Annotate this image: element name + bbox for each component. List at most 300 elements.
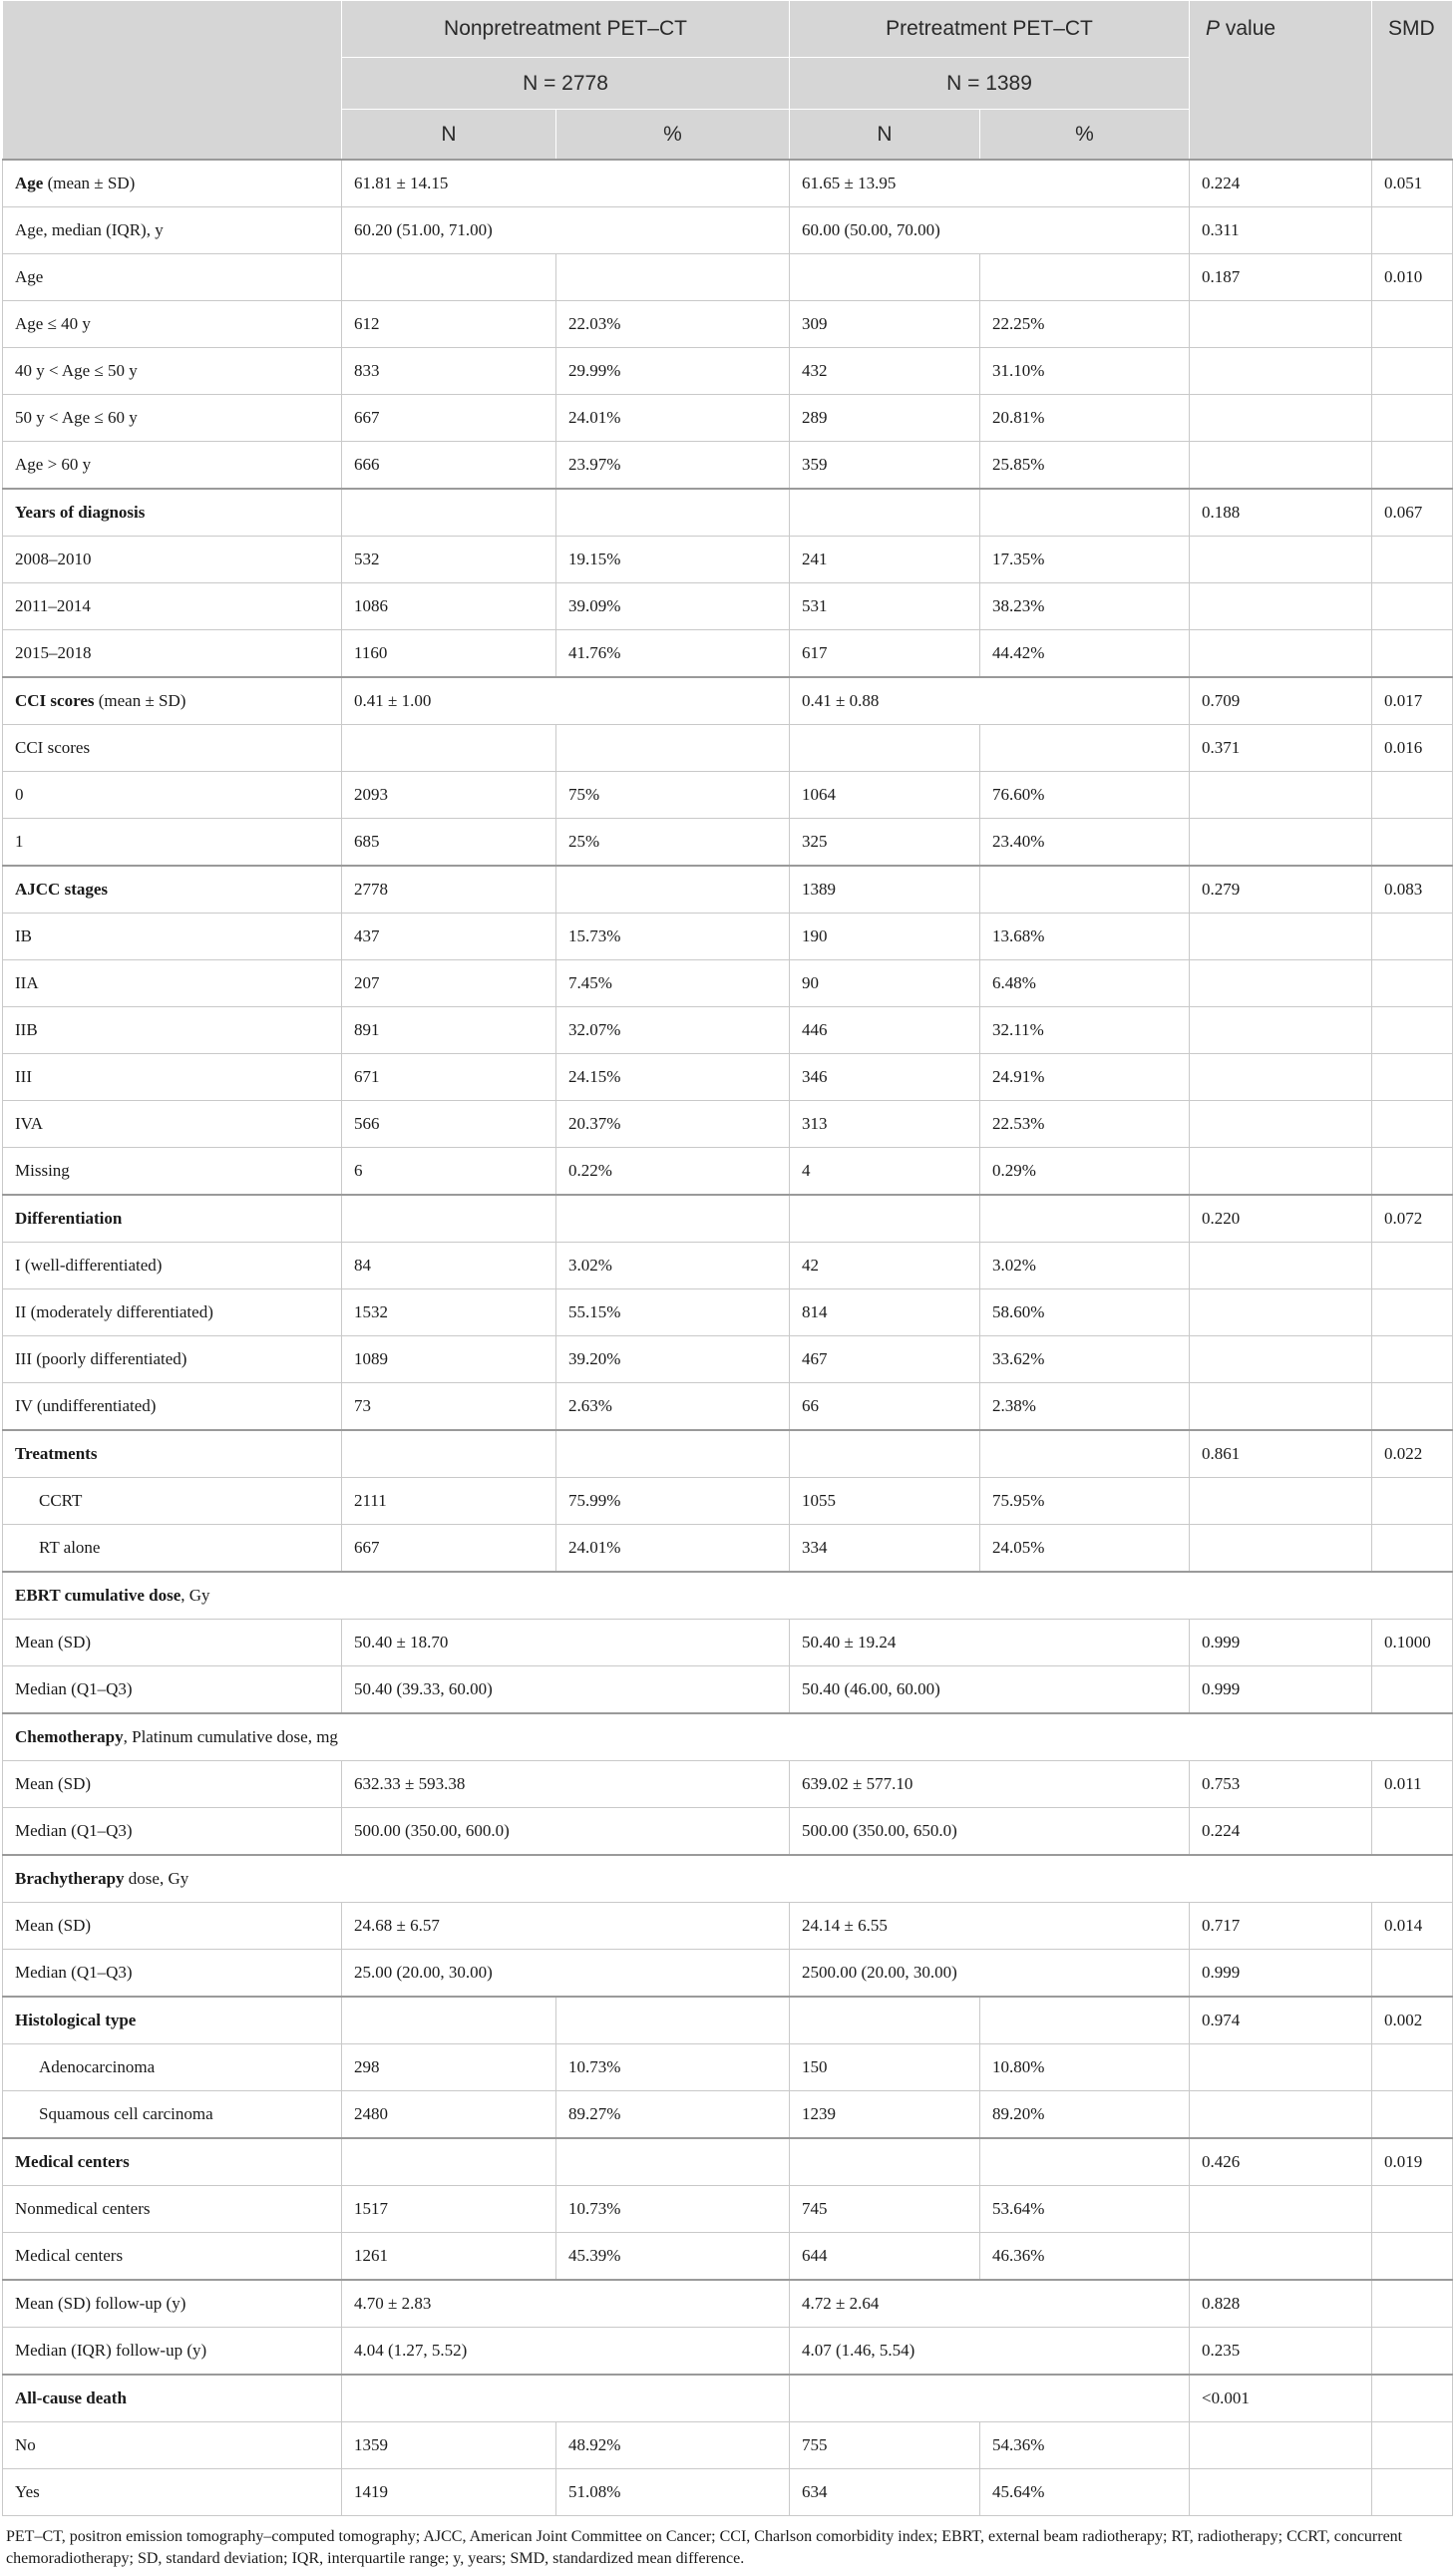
cell-text: 891 [354,1020,380,1039]
table-row [3,1713,1453,1761]
row-label-cell [3,1383,342,1431]
row-label-cell [3,1478,342,1525]
table-cell [1372,301,1453,348]
header-col-pct-2: % [980,110,1190,161]
cell-text: 500.00 (350.00, 600.0) [354,1821,510,1840]
cell-text: Yes [15,2482,40,2501]
table-cell [790,2422,980,2469]
cell-text: 0.279 [1202,880,1241,899]
table-cell [556,537,790,583]
table-cell [342,2422,556,2469]
cell-text: I (well-differentiated) [15,1256,163,1275]
cell-text: 313 [802,1114,828,1133]
table-cell [342,1525,556,1573]
table-cell [1372,395,1453,442]
table-row [3,2280,1453,2328]
table-cell [342,489,556,537]
table-cell [790,2138,980,2186]
row-label-cell [3,207,342,254]
row-label-cell [3,1713,1453,1761]
table-cell [1372,677,1453,725]
cell-text: 32.07% [568,1020,621,1039]
table-cell [556,254,790,301]
row-label-cell [3,1336,342,1383]
table-cell [1372,1195,1453,1243]
cell-text: 612 [354,314,380,333]
cell-text: 667 [354,408,380,427]
table-cell [342,677,790,725]
table-row [3,819,1453,867]
table-cell [1372,1430,1453,1478]
row-label-cell [3,1101,342,1148]
table-cell [1190,442,1372,490]
table-row [3,254,1453,301]
table-cell [556,2044,790,2091]
table-cell [342,2280,790,2328]
table-cell [342,2091,556,2139]
table-cell [1190,1666,1372,1714]
table-cell [790,1336,980,1383]
row-label-cell [3,772,342,819]
cell-text: 6 [354,1161,363,1180]
cell-text: IVA [15,1114,44,1133]
cell-text: CCI scores [15,738,91,757]
cell-text: 61.65 ± 13.95 [802,174,897,192]
cell-text: 0.014 [1384,1916,1423,1935]
table-cell [342,583,556,630]
cell-text: 46.36% [992,2246,1045,2265]
header-col-n-2: N [790,110,980,161]
cell-text: 22.53% [992,1114,1045,1133]
table-cell [1372,2469,1453,2516]
table-cell [556,1997,790,2044]
cell-text: 532 [354,550,380,568]
table-cell [1190,2328,1372,2376]
cell-text: 644 [802,2246,828,2265]
table-cell [790,1195,980,1243]
row-label-cell [3,1855,1453,1903]
table-cell [1190,960,1372,1007]
table-row [3,2186,1453,2233]
cell-text: 24.05% [992,1538,1045,1557]
table-cell [342,254,556,301]
table-cell [342,1336,556,1383]
table-row [3,2328,1453,2376]
table-cell [342,960,556,1007]
table-cell [342,301,556,348]
table-cell [790,1243,980,1289]
table-cell [1190,1336,1372,1383]
table-cell [342,442,556,490]
table-cell [1372,1808,1453,1856]
header-n-pretreatment: N = 1389 [790,58,1190,110]
table-cell [1190,2233,1372,2281]
table-cell [790,1997,980,2044]
table-cell [1372,1761,1453,1808]
cell-text: 190 [802,926,828,945]
cell-text: Median (IQR) follow-up (y) [15,2341,207,2360]
row-label-cell [3,2469,342,2516]
table-cell [1190,819,1372,867]
cell-text: 84 [354,1256,371,1275]
cell-text: 4.70 ± 2.83 [354,2294,432,2313]
table-cell [980,1997,1190,2044]
table-row [3,1289,1453,1336]
cell-text: 15.73% [568,926,621,945]
table-cell [980,1101,1190,1148]
cell-text: 0.22% [568,1161,612,1180]
table-cell [980,1195,1190,1243]
table-cell [1372,489,1453,537]
cell-text: 54.36% [992,2435,1045,2454]
table-cell [980,1243,1190,1289]
cell-text: 4 [802,1161,811,1180]
table-cell [1372,2044,1453,2091]
table-cell [1372,1054,1453,1101]
row-label-cell [3,2138,342,2186]
row-label-cell [3,1572,1453,1620]
cell-text: 0.311 [1202,220,1240,239]
table-cell [1372,160,1453,207]
cell-text: 41.76% [568,643,621,662]
row-label-cell [3,1054,342,1101]
table-row [3,2422,1453,2469]
table-cell [342,395,556,442]
table-cell [342,207,790,254]
row-label-cell [3,2186,342,2233]
table-cell [342,2138,556,2186]
table-cell [790,725,980,772]
row-label-cell [3,2328,342,2376]
row-label-cell [3,1761,342,1808]
row-label-cell [3,489,342,537]
table-cell [1190,2186,1372,2233]
table-cell [790,301,980,348]
row-label-cell [3,677,342,725]
cell-text: Mean (SD) [15,1916,92,1935]
table-cell [980,1336,1190,1383]
table-cell [556,1007,790,1054]
table-cell [790,914,980,960]
baseline-characteristics-table [2,0,1453,2516]
table-cell [980,1054,1190,1101]
cell-text: 51.08% [568,2482,621,2501]
table-cell [790,2091,980,2139]
cell-text: 0.709 [1202,691,1241,710]
table-cell [980,2469,1190,2516]
cell-text: 25.85% [992,455,1045,474]
table-container [2,0,1452,2570]
cell-suffix-text: , Gy [181,1586,210,1605]
cell-text: 22.03% [568,314,621,333]
table-cell [790,2328,1190,2376]
table-cell [1190,1383,1372,1431]
table-cell [556,2233,790,2281]
table-cell [1190,301,1372,348]
table-cell [1372,1007,1453,1054]
table-cell [980,1007,1190,1054]
table-cell [1190,772,1372,819]
table-row [3,866,1453,914]
table-cell [342,1054,556,1101]
table-row [3,1950,1453,1998]
table-cell [1190,395,1372,442]
table-cell [1190,630,1372,678]
cell-text: 2015–2018 [15,643,92,662]
table-row [3,960,1453,1007]
cell-text: 359 [802,455,828,474]
cell-text: 666 [354,455,380,474]
cell-text: 2.63% [568,1396,612,1415]
header-blank-cell [3,1,342,161]
cell-text: 0.010 [1384,267,1423,286]
cell-text: 48.92% [568,2435,621,2454]
table-cell [342,1620,790,1666]
table-cell [980,2044,1190,2091]
cell-text: 38.23% [992,596,1045,615]
row-heading-text: Years of diagnosis [15,503,146,522]
table-cell [1190,1148,1372,1196]
row-label-cell [3,1525,342,1573]
table-cell [556,1289,790,1336]
table-cell [980,1148,1190,1196]
row-heading-text: AJCC stages [15,880,109,899]
table-cell [980,395,1190,442]
cell-text: 2093 [354,785,388,804]
table-cell [790,1148,980,1196]
cell-text: IIB [15,1020,38,1039]
table-cell [790,1525,980,1573]
row-label-cell [3,1243,342,1289]
cell-text: 0.022 [1384,1444,1423,1463]
table-cell [1372,537,1453,583]
cell-text: 39.09% [568,596,621,615]
cell-text: 0.717 [1202,1916,1241,1935]
table-cell [1190,2375,1372,2422]
cell-text: 17.35% [992,550,1045,568]
cell-text: 0.187 [1202,267,1241,286]
row-label-cell [3,254,342,301]
header-col-pct-1: % [556,110,790,161]
table-cell [1190,914,1372,960]
table-cell [980,442,1190,490]
table-row [3,914,1453,960]
table-row [3,1054,1453,1101]
table-cell [980,1525,1190,1573]
cell-text: 667 [354,1538,380,1557]
table-cell [342,537,556,583]
table-cell [790,630,980,678]
table-cell [342,1478,556,1525]
cell-text: 432 [802,361,828,380]
cell-text: 10.73% [568,2057,621,2076]
table-cell [1190,1525,1372,1573]
cell-text: Mean (SD) [15,1633,92,1652]
row-heading-text: Medical centers [15,2152,130,2171]
table-cell [790,1808,1190,1856]
table-cell [556,583,790,630]
header-p-rest: value [1220,17,1276,40]
cell-text: IB [15,926,32,945]
table-cell [1372,1148,1453,1196]
table-cell [1372,1950,1453,1998]
cell-text: 25% [568,832,600,851]
cell-text: RT alone [39,1538,101,1557]
table-row [3,1903,1453,1950]
cell-text: 0.224 [1202,1821,1241,1840]
table-cell [342,630,556,678]
table-cell [1372,1336,1453,1383]
table-cell [556,1148,790,1196]
table-cell [790,1761,1190,1808]
cell-text: 2008–2010 [15,550,92,568]
table-cell [556,1195,790,1243]
row-label-cell [3,1808,342,1856]
table-cell [342,1950,790,1998]
table-cell [342,2233,556,2281]
cell-text: No [15,2435,36,2454]
cell-text: 50.40 (39.33, 60.00) [354,1679,493,1698]
cell-text: 23.40% [992,832,1045,851]
row-label-cell [3,1430,342,1478]
table-cell [1372,725,1453,772]
cell-text: 22.25% [992,314,1045,333]
cell-text: 346 [802,1067,828,1086]
table-cell [556,301,790,348]
table-cell [1190,2138,1372,2186]
table-cell [1372,1383,1453,1431]
table-cell [1190,160,1372,207]
table-cell [342,1761,790,1808]
cell-text: 0.1000 [1384,1633,1431,1652]
cell-text: 1517 [354,2199,388,2218]
cell-text: Median (Q1–Q3) [15,1679,133,1698]
cell-text: 24.14 ± 6.55 [802,1916,888,1935]
table-cell [342,1383,556,1431]
cell-text: 0.017 [1384,691,1423,710]
table-cell [980,1430,1190,1478]
cell-text: Squamous cell carcinoma [39,2104,213,2123]
cell-text: 24.01% [568,408,621,427]
table-cell [980,1478,1190,1525]
cell-text: 446 [802,1020,828,1039]
cell-text: 634 [802,2482,828,2501]
cell-text: 755 [802,2435,828,2454]
table-cell [1190,1289,1372,1336]
row-label-cell [3,960,342,1007]
table-cell [790,2186,980,2233]
cell-text: Mean (SD) [15,1774,92,1793]
cell-text: 0.41 ± 1.00 [354,691,432,710]
table-row [3,489,1453,537]
cell-text: Median (Q1–Q3) [15,1821,133,1840]
cell-text: 0.019 [1384,2152,1423,2171]
table-cell [1372,583,1453,630]
table-row [3,2375,1453,2422]
cell-text: 13.68% [992,926,1045,945]
cell-text: Nonmedical centers [15,2199,151,2218]
table-cell [1372,2328,1453,2376]
table-cell [342,348,556,395]
cell-text: 24.68 ± 6.57 [354,1916,440,1935]
cell-text: 0.011 [1384,1774,1422,1793]
row-label-cell [3,1195,342,1243]
table-row [3,1666,1453,1714]
table-cell [1190,1007,1372,1054]
table-footnote: PET–CT, positron emission tomography–computed tomography; AJCC, American Joint Committee on Cancer; CCI, Charlson comorbidity index; EBRT, external beam radiotherapy; RT, radiotherapy; CCRT, concurrent chemoradiotherapy; SD, standard deviation; IQR, interquartile range; y, years; SMD, standardized mean difference. [6,2528,1403,2567]
table-cell [342,1289,556,1336]
table-cell [342,1808,790,1856]
cell-text: 2500.00 (20.00, 30.00) [802,1963,957,1982]
cell-text: III (poorly differentiated) [15,1349,187,1368]
cell-text: 325 [802,832,828,851]
cell-text: 25.00 (20.00, 30.00) [354,1963,493,1982]
row-label-cell [3,2375,342,2422]
table-cell [790,1478,980,1525]
header-smd: SMD [1372,1,1453,161]
table-cell [1190,489,1372,537]
table-cell [980,2138,1190,2186]
cell-text: 0.067 [1384,503,1423,522]
table-cell [342,2328,790,2376]
cell-text: 617 [802,643,828,662]
table-cell [980,914,1190,960]
table-cell [1372,2186,1453,2233]
cell-text: 2480 [354,2104,388,2123]
row-heading-text: CCI scores [15,691,95,710]
table-cell [790,2233,980,2281]
cell-text: 639.02 ± 577.10 [802,1774,913,1793]
cell-text: 55.15% [568,1302,621,1321]
table-cell [342,1007,556,1054]
table-cell [556,1525,790,1573]
cell-text: 50 y < Age ≤ 60 y [15,408,138,427]
row-label-cell [3,630,342,678]
table-cell [1190,348,1372,395]
header-col-n-1: N [342,110,556,161]
cell-text: 1064 [802,785,836,804]
table-row [3,1620,1453,1666]
row-heading-text: Brachytherapy [15,1869,125,1888]
table-row [3,301,1453,348]
table-cell [556,1478,790,1525]
table-row [3,1855,1453,1903]
row-label-cell [3,1666,342,1714]
cell-text: 437 [354,926,380,945]
table-row [3,1478,1453,1525]
cell-text: 1359 [354,2435,388,2454]
cell-text: III [15,1067,32,1086]
table-cell [556,2138,790,2186]
cell-text: 60.00 (50.00, 70.00) [802,220,940,239]
table-cell [790,1620,1190,1666]
table-cell [342,1101,556,1148]
table-row [3,2091,1453,2139]
table-row [3,1195,1453,1243]
row-label-cell [3,395,342,442]
cell-text: 66 [802,1396,819,1415]
table-cell [556,2186,790,2233]
table-cell [556,1054,790,1101]
table-cell [1372,1289,1453,1336]
cell-text: 1419 [354,2482,388,2501]
cell-text: Mean (SD) follow-up (y) [15,2294,186,2313]
cell-text: 20.81% [992,408,1045,427]
table-cell [1372,819,1453,867]
cell-text: 50.40 (46.00, 60.00) [802,1679,940,1698]
cell-text: Adenocarcinoma [39,2057,156,2076]
cell-text: 0.371 [1202,738,1241,757]
